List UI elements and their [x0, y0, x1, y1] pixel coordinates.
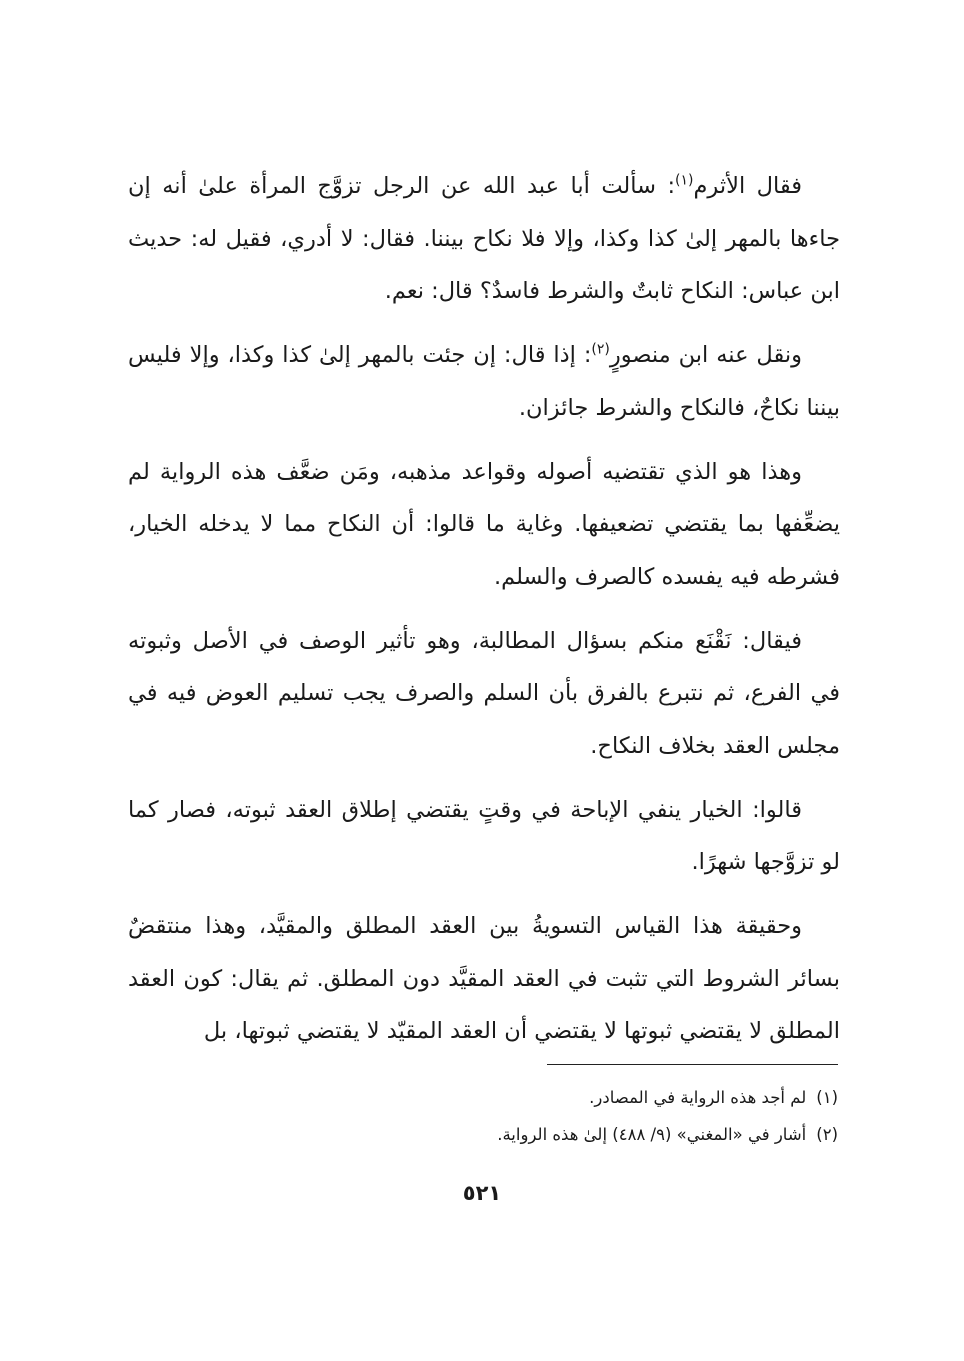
page-number: ٥٢١ — [462, 1181, 502, 1205]
footnote-ref-2[interactable]: (٢) — [591, 341, 610, 358]
footnote-number: (١) — [816, 1088, 838, 1107]
footnote-1 — [160, 1079, 838, 1116]
paragraph-4: فيقال: نَقْنَع منكم بسؤال المطالبة، وهو تأثير الوصف في الأصل وثبوته في الفرع، ثم نتبرع بالفرق بأن السلم والصرف يجب تسليم العوض فيه في مجلس العقد بخلاف النكاح. — [128, 627, 840, 759]
footnote-2 — [160, 1116, 838, 1153]
paragraph-5: قالوا: الخيار ينفي الإباحة في وقتٍ يقتضي إطلاق العقد ثبوته، فصار كما لو تزوَّجها شهرًا. — [128, 796, 840, 875]
paragraph-2: ونقل عنه ابن منصورٍ$^{(٢)}$: إذا قال: إن جئت بالمهر إلىٰ كذا وكذا، وإلا فليس بيننا نكاحٌ، فالنكاح والشرط جائزان. — [128, 341, 840, 421]
paragraph-3: وهذا هو الذي تقتضيه أصوله وقواعد مذهبه، ومَن ضعَّف هذه الرواية لم يضعِّفها بما يقتضي تضعيفها. وغاية ما قالوا: أن النكاح مما لا يدخله الخيار، فشرطه فيه يفسده كالصرف والسلم. — [128, 458, 840, 590]
footnote-text: أشار في «المغني» (٩/ ٤٨٨) إلىٰ هذه الرواية. — [497, 1125, 807, 1144]
footnote-text: لم أجد هذه الرواية في المصادر. — [589, 1088, 807, 1107]
footnote-ref-1[interactable]: (١) — [675, 172, 694, 189]
footnotes — [160, 1079, 838, 1153]
footnote-divider — [547, 1064, 838, 1065]
footnote-number: (٢) — [816, 1125, 838, 1144]
main-text — [128, 160, 840, 1069]
paragraph-1: فقال الأثرم$^{(١)}$: سألت أبا عبد الله عن الرجل تزوَّج المرأة علىٰ أنه إن جاءها بالمهر إلىٰ كذا وكذا، وإلا فلا نكاح بيننا. فقال: لا أدري، فقيل له: حديث ابن عباس: النكاح ثابتٌ والشرط فاسدٌ؟ قال: نعم. — [128, 172, 840, 304]
paragraph-6: وحقيقة هذا القياس التسويةُ بين العقد المطلق والمقيَّد، وهذا منتقضٌ بسائر الشروط التي تثبت في العقد المقيَّد دون المطلق. ثم يقال: كون العقد المطلق لا يقتضي ثبوتها لا يقتضي أن العقد المقيّد لا يقتضي ثبوتها، بل — [128, 913, 840, 1044]
